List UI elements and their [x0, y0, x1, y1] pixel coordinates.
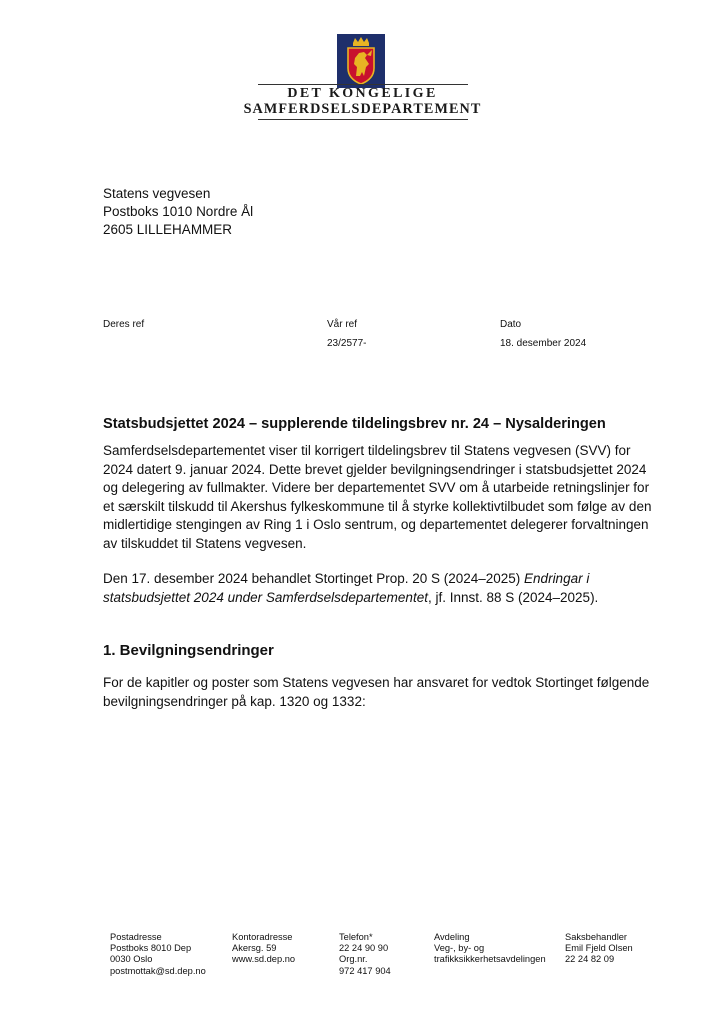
- prop-text-start: Den 17. desember 2024 behandlet Stortinget Prop. 20 S (2024–2025): [103, 571, 525, 586]
- dato-label: Dato: [500, 319, 522, 330]
- footer-col-telefon: [339, 932, 391, 977]
- intro-line: og delegering av fullmakter. Videre ber departementet SVV om å utarbeide retningslinjer for: [103, 480, 650, 496]
- footer-col-avdeling: [434, 932, 546, 966]
- footer-col-postadresse: [110, 932, 206, 977]
- var-ref-value: 23/2577-: [327, 338, 367, 349]
- recipient-street: Postboks 1010 Nordre Ål: [103, 204, 254, 219]
- footer-cell: 0030 Oslo: [110, 954, 153, 965]
- footer-cell: Saksbehandler: [565, 932, 628, 942]
- norwegian-coat-of-arms-icon: [337, 34, 385, 88]
- footer-cell: Org.nr.: [339, 954, 368, 965]
- logo-rule-top: [258, 84, 468, 85]
- section-1-line: bevilgningsendringer på kap. 1320 og 1332:: [103, 693, 366, 709]
- recipient-postal: 2605 LILLEHAMMER: [103, 222, 233, 237]
- org-name-line1: DET KONGELIGE: [287, 86, 438, 101]
- footer-cell: Veg-, by- og: [434, 943, 485, 954]
- dato-value: 18. desember 2024: [500, 338, 587, 349]
- prop-paragraph: [103, 570, 663, 607]
- prop-title-part1: Endringar i: [524, 571, 590, 586]
- logo-rule-bottom: [258, 119, 468, 120]
- intro-paragraph: [103, 442, 663, 554]
- footer-cell: 22 24 90 90: [339, 943, 389, 954]
- intro-line: av tilskuddet til Statens vegvesen.: [103, 535, 307, 551]
- prop-title-part2: statsbudsjettet 2024 under Samferdselsdepartementet: [103, 589, 428, 605]
- deres-ref-label: Deres ref: [103, 319, 145, 330]
- recipient-name: Statens vegvesen: [103, 186, 211, 201]
- intro-line: et særskilt tilskudd til Akershus fylkeskommune til å styrke kollektivtilbudet som følge av den: [103, 498, 652, 514]
- letter-title: Statsbudsjettet 2024 – supplerende tildelingsbrev nr. 24 – Nysalderingen: [103, 416, 606, 432]
- prop-line-1: [103, 570, 663, 589]
- footer-cell: Akersg. 59: [232, 943, 277, 954]
- var-ref-label: Vår ref: [327, 319, 358, 330]
- footer-cell: Kontoradresse: [232, 932, 293, 942]
- footer-col-saksbehandler: [565, 932, 633, 966]
- footer-col-kontoradresse: [232, 932, 295, 966]
- intro-line: Samferdselsdepartementet viser til korrigert tildelingsbrev til Statens vegvesen (SVV) for: [103, 443, 631, 458]
- footer-cell: Postadresse: [110, 932, 162, 942]
- footer-cell: 972 417 904: [339, 965, 391, 976]
- footer-cell: trafikksikkerhetsavdelingen: [434, 954, 546, 965]
- section-1-title: 1. Bevilgningsendringer: [103, 642, 274, 659]
- recipient-address: [103, 185, 253, 239]
- org-name-line2: SAMFERDSELSDEPARTEMENT: [243, 101, 482, 117]
- intro-line: 2024 datert 9. januar 2024. Dette brevet gjelder bevilgningsendringer i statsbudsjettet 2024: [103, 461, 647, 477]
- section-1-paragraph: [103, 674, 663, 711]
- footer-cell: Avdeling: [434, 932, 470, 942]
- footer-email-link[interactable]: postmottak@sd.dep.no: [110, 965, 206, 976]
- footer-cell: 22 24 82 09: [565, 954, 615, 965]
- footer-website-link[interactable]: www.sd.dep.no: [232, 954, 296, 965]
- footer-cell: Telefon*: [339, 932, 373, 942]
- footer-cell: Postboks 8010 Dep: [110, 943, 192, 954]
- section-1-line: For de kapitler og poster som Statens vegvesen har ansvaret for vedtok Stortinget følgende: [103, 675, 650, 690]
- intro-line: midlertidige stengingen av Ring 1 i Oslo sentrum, og departementet delegerer forvaltningen: [103, 517, 649, 533]
- footer-cell: Emil Fjeld Olsen: [565, 943, 633, 954]
- prop-line-2: [103, 589, 663, 608]
- prop-text-end: , jf. Innst. 88 S (2024–2025).: [427, 589, 599, 605]
